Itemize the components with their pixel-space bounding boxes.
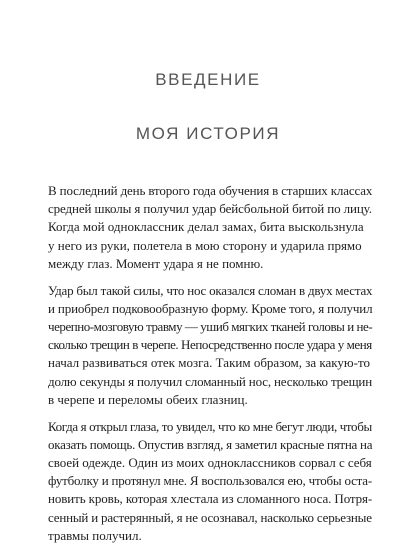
paragraph-1 xyxy=(48,182,372,273)
text-line: футболку и протянул мне. Я воспользовался ею, чтобы оста- xyxy=(48,473,372,489)
text-line: Когда я открыл глаза, то увидел, что ко мне бегут люди, чтобы xyxy=(48,418,372,434)
text-line: между глаз. Момент удара я не помню. xyxy=(48,255,264,271)
text-line: В последний день второго года обучения в старших классах xyxy=(48,183,373,198)
text-line: черепно-мозговую травму — ушиб мягких тканей головы и не- xyxy=(48,319,373,335)
paragraph-3 xyxy=(48,418,372,545)
text-line: сколько трещин в черепе. Непосредственно после удара у меня xyxy=(48,337,372,353)
text-line: Удар был такой силы, что нос оказался сломан в двух местах xyxy=(48,282,373,298)
text-line: начал развиваться отек мозга. Таким образом, за какую-то xyxy=(48,355,370,371)
text-line: сенный и растерянный, я не осознавал, насколько серьезные xyxy=(48,509,372,525)
text-line: новить кровь, которая хлестала из сломанного носа. Потря- xyxy=(48,491,373,507)
text-line: средней школы я получил удар бейсбольной битой по лицу. xyxy=(48,201,372,217)
text-line: и приобрел подковообразную форму. Кроме того, я получил xyxy=(48,300,373,316)
body-text xyxy=(48,182,372,554)
text-line: у него из руки, полетела в мою сторону и ударила прямо xyxy=(48,237,362,253)
text-line: своей одежде. Один из моих одноклассников сорвал с себя xyxy=(48,455,372,471)
paragraph-2 xyxy=(48,282,372,409)
text-line: оказать помощь. Опустив взгляд, я заметил красные пятна на xyxy=(48,436,373,452)
text-line: в черепе и переломы обеих глазниц. xyxy=(48,391,248,407)
text-line: травмы получил. xyxy=(48,527,142,543)
text-line: долю секунды я получил сломанный нос, несколько трещин xyxy=(48,373,372,389)
chapter-title: ВВЕДЕНИЕ xyxy=(155,70,261,89)
section-title: МОЯ ИСТОРИЯ xyxy=(135,124,281,143)
text-line: Когда мой одноклассник делал замах, бита выскользнула xyxy=(48,219,364,235)
